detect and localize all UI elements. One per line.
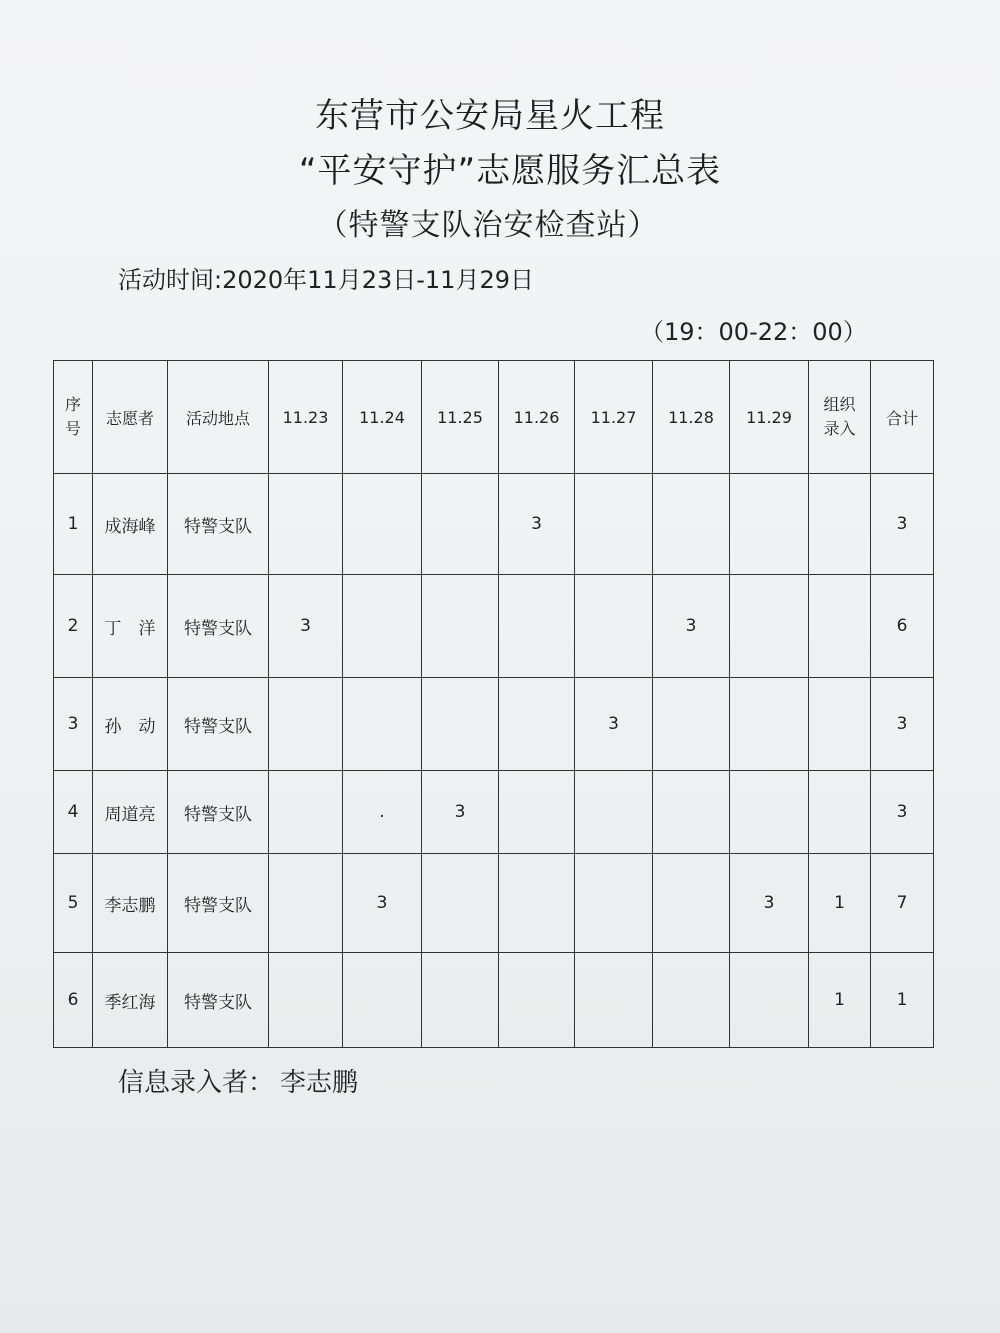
- cell-day: 3: [575, 678, 653, 771]
- cell-day: [575, 474, 653, 575]
- cell-day: [422, 953, 499, 1048]
- cell-day: [499, 575, 575, 678]
- cell-day: [343, 678, 422, 771]
- header-org-entry: 组织录入: [823, 395, 856, 438]
- cell-name: 丁 洋: [93, 575, 168, 678]
- header-no: 序号: [64, 395, 81, 438]
- cell-day: [653, 771, 730, 854]
- cell-no: 6: [54, 953, 93, 1048]
- cell-day: [269, 678, 343, 771]
- cell-day: [730, 953, 809, 1048]
- table-row: [54, 575, 934, 678]
- cell-day: [730, 678, 809, 771]
- cell-day: [422, 575, 499, 678]
- cell-day: [499, 953, 575, 1048]
- header-cell: 志愿者: [93, 361, 168, 474]
- cell-day: 3: [269, 575, 343, 678]
- cell-name: 李志鹏: [93, 854, 168, 953]
- cell-day: [269, 474, 343, 575]
- cell-name: 孙 动: [93, 678, 168, 771]
- activity-period: 活动时间:2020年11月23日-11月29日: [118, 266, 534, 294]
- cell-day: [653, 474, 730, 575]
- cell-day: [269, 854, 343, 953]
- table-row: [54, 474, 934, 575]
- header-cell: 11.23: [269, 361, 343, 474]
- cell-day: [422, 854, 499, 953]
- cell-day: [575, 953, 653, 1048]
- cell-day: [422, 678, 499, 771]
- cell-day: [269, 953, 343, 1048]
- cell-name: 周道亮: [93, 771, 168, 854]
- cell-place: 特警支队: [168, 678, 269, 771]
- cell-name: 季红海: [93, 953, 168, 1048]
- cell-day: 3: [343, 854, 422, 953]
- cell-org: 1: [809, 854, 871, 953]
- cell-no: 1: [54, 474, 93, 575]
- cell-org: [809, 575, 871, 678]
- cell-no: 3: [54, 678, 93, 771]
- cell-day: 3: [499, 474, 575, 575]
- header-cell: [54, 361, 93, 474]
- cell-day: [499, 771, 575, 854]
- title-line-3: （特警支队治安检查站）: [317, 208, 659, 243]
- cell-place: 特警支队: [168, 575, 269, 678]
- cell-place: 特警支队: [168, 474, 269, 575]
- activity-hours: （19：00-22：00）: [640, 318, 867, 346]
- cell-day: [343, 474, 422, 575]
- header-cell: 11.25: [422, 361, 499, 474]
- cell-no: 4: [54, 771, 93, 854]
- cell-total: 3: [871, 771, 934, 854]
- cell-day: [499, 854, 575, 953]
- cell-day: 3: [422, 771, 499, 854]
- cell-org: [809, 771, 871, 854]
- cell-total: 6: [871, 575, 934, 678]
- cell-total: 1: [871, 953, 934, 1048]
- cell-no: 5: [54, 854, 93, 953]
- cell-total: 3: [871, 474, 934, 575]
- cell-day: [730, 474, 809, 575]
- cell-place: 特警支队: [168, 854, 269, 953]
- cell-day: .: [343, 771, 422, 854]
- table-row: [54, 678, 934, 771]
- recorder-label: 信息录入者：: [118, 1068, 275, 1098]
- cell-day: 3: [653, 575, 730, 678]
- cell-day: [422, 474, 499, 575]
- header-cell: [809, 361, 871, 474]
- header-cell: 11.27: [575, 361, 653, 474]
- cell-org: 1: [809, 953, 871, 1048]
- cell-day: [575, 854, 653, 953]
- cell-day: [575, 575, 653, 678]
- cell-no: 2: [54, 575, 93, 678]
- table-header-row: [54, 361, 934, 474]
- service-summary-table: [53, 360, 934, 1048]
- cell-place: 特警支队: [168, 771, 269, 854]
- cell-day: [653, 854, 730, 953]
- cell-day: [343, 575, 422, 678]
- cell-day: [730, 575, 809, 678]
- cell-org: [809, 678, 871, 771]
- cell-total: 3: [871, 678, 934, 771]
- header-cell: 合计: [871, 361, 934, 474]
- cell-day: [575, 771, 653, 854]
- title-line-2: “平安守护”志愿服务汇总表: [298, 151, 722, 191]
- header-cell: 11.24: [343, 361, 422, 474]
- cell-day: [269, 771, 343, 854]
- header-cell: 活动地点: [168, 361, 269, 474]
- table-row: [54, 854, 934, 953]
- cell-day: 3: [730, 854, 809, 953]
- cell-day: [653, 678, 730, 771]
- recorder-name: 李志鹏: [280, 1068, 359, 1098]
- cell-org: [809, 474, 871, 575]
- table-row: [54, 771, 934, 854]
- header-cell: 11.29: [730, 361, 809, 474]
- cell-day: [343, 953, 422, 1048]
- cell-day: [730, 771, 809, 854]
- header-cell: 11.28: [653, 361, 730, 474]
- header-cell: 11.26: [499, 361, 575, 474]
- table-row: [54, 953, 934, 1048]
- title-line-1: 东营市公安局星火工程: [315, 96, 665, 136]
- cell-day: [499, 678, 575, 771]
- cell-total: 7: [871, 854, 934, 953]
- cell-day: [653, 953, 730, 1048]
- cell-place: 特警支队: [168, 953, 269, 1048]
- cell-name: 成海峰: [93, 474, 168, 575]
- recorder-line: [118, 1062, 364, 1099]
